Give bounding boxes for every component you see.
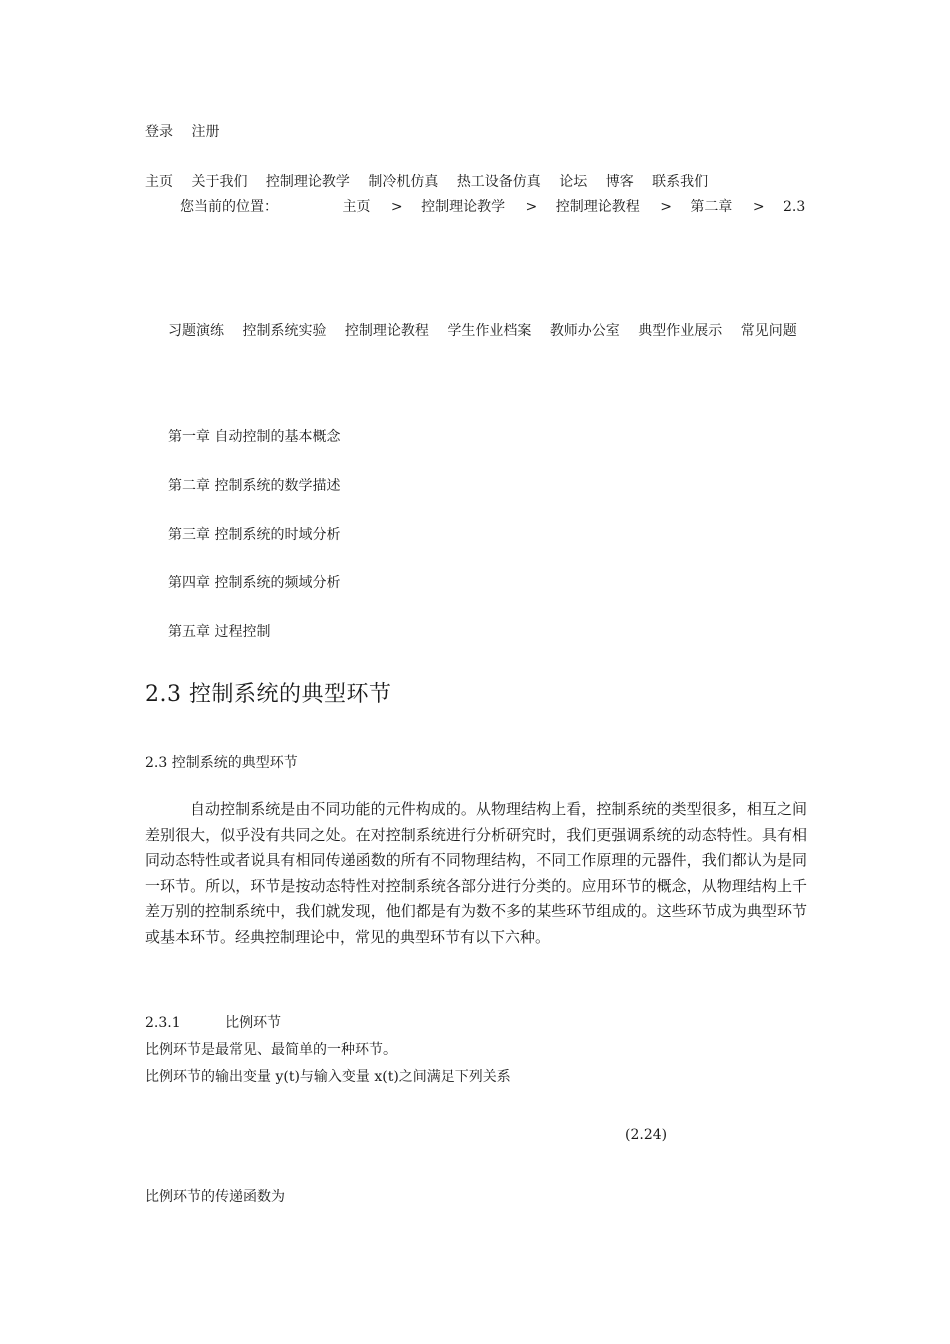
- chapter-link-5[interactable]: 第五章 过程控制: [168, 624, 271, 640]
- equation-number: (2.24): [625, 1127, 668, 1143]
- chapter-link-1[interactable]: 第一章 自动控制的基本概念: [168, 429, 341, 445]
- breadcrumb-separator: >: [390, 199, 403, 215]
- nav-forum[interactable]: 论坛: [559, 174, 588, 190]
- nav-refrigerator-sim[interactable]: 制冷机仿真: [368, 174, 439, 190]
- body-line-2: 比例环节的输出变量 y(t)与输入变量 x(t)之间满足下列关系: [145, 1069, 511, 1085]
- body-line-1: 比例环节是最常见、最简单的一种环节。: [145, 1042, 397, 1058]
- nav-blog[interactable]: 博客: [605, 174, 634, 190]
- subnav-tutorial[interactable]: 控制理论教程: [344, 323, 429, 339]
- breadcrumb-tutorial[interactable]: 控制理论教程: [555, 199, 640, 215]
- section-heading: 2.3 控制系统的典型环节: [145, 755, 298, 771]
- subnav-teacher-office[interactable]: 教师办公室: [549, 323, 620, 339]
- subnav-experiments[interactable]: 控制系统实验: [242, 323, 327, 339]
- chapter-link-2[interactable]: 第二章 控制系统的数学描述: [168, 478, 341, 494]
- chapter-link-4[interactable]: 第四章 控制系统的频域分析: [168, 575, 341, 591]
- nav-contact[interactable]: 联系我们: [652, 174, 709, 190]
- breadcrumb-chapter-2[interactable]: 第二章: [690, 199, 733, 215]
- register-link[interactable]: 注册: [191, 124, 220, 140]
- sub-nav: [168, 320, 811, 340]
- subsection-heading: [145, 1012, 281, 1032]
- intro-paragraph: 自动控制系统是由不同功能的元件构成的。从物理结构上看，控制系统的类型很多，相互之间差别很大，似乎没有共同之处。在对控制系统进行分析研究时，我们更强调系统的动态特性。具有相同动态特性或者说具有相同传递函数的所有不同物理结构，不同工作原理的元器件，我们都认为是同一环节。所以，环节是按动态特性对控制系统各部分进行分类的。应用环节的概念，从物理结构上千差万别的控制系统中，我们就发现，他们都是有为数不多的某些环节组成的。这些环节成为典型环节或基本环节。经典控制理论中，常见的典型环节有以下六种。: [145, 800, 807, 946]
- subsection-number: 2.3.1: [145, 1015, 181, 1031]
- page-title: 2.3 控制系统的典型环节: [145, 682, 392, 707]
- nav-home[interactable]: 主页: [145, 174, 173, 190]
- breadcrumb-label: 您当前的位置：: [180, 199, 278, 215]
- login-link[interactable]: 登录: [145, 124, 173, 140]
- nav-thermal-equipment-sim[interactable]: 热工设备仿真: [456, 174, 541, 190]
- subnav-faq[interactable]: 常见问题: [740, 323, 797, 339]
- nav-control-teaching[interactable]: 控制理论教学: [265, 174, 350, 190]
- breadcrumb-separator: >: [752, 199, 765, 215]
- subnav-showcase[interactable]: 典型作业展示: [638, 323, 723, 339]
- breadcrumb: [180, 196, 805, 216]
- breadcrumb-control-teaching[interactable]: 控制理论教学: [421, 199, 506, 215]
- transfer-function-line: 比例环节的传递函数为: [145, 1189, 285, 1205]
- subsection-title: 比例环节: [225, 1015, 282, 1031]
- breadcrumb-separator: >: [660, 199, 672, 215]
- chapter-link-3[interactable]: 第三章 控制系统的时域分析: [168, 527, 341, 543]
- nav-about[interactable]: 关于我们: [191, 174, 248, 190]
- auth-links: [145, 121, 233, 141]
- breadcrumb-separator: >: [525, 199, 538, 215]
- breadcrumb-home[interactable]: 主页: [342, 199, 371, 215]
- main-nav: [145, 171, 722, 191]
- subnav-exercises[interactable]: 习题演练: [168, 323, 224, 339]
- subnav-homework-archive[interactable]: 学生作业档案: [447, 323, 532, 339]
- breadcrumb-current: 2.3: [783, 199, 806, 215]
